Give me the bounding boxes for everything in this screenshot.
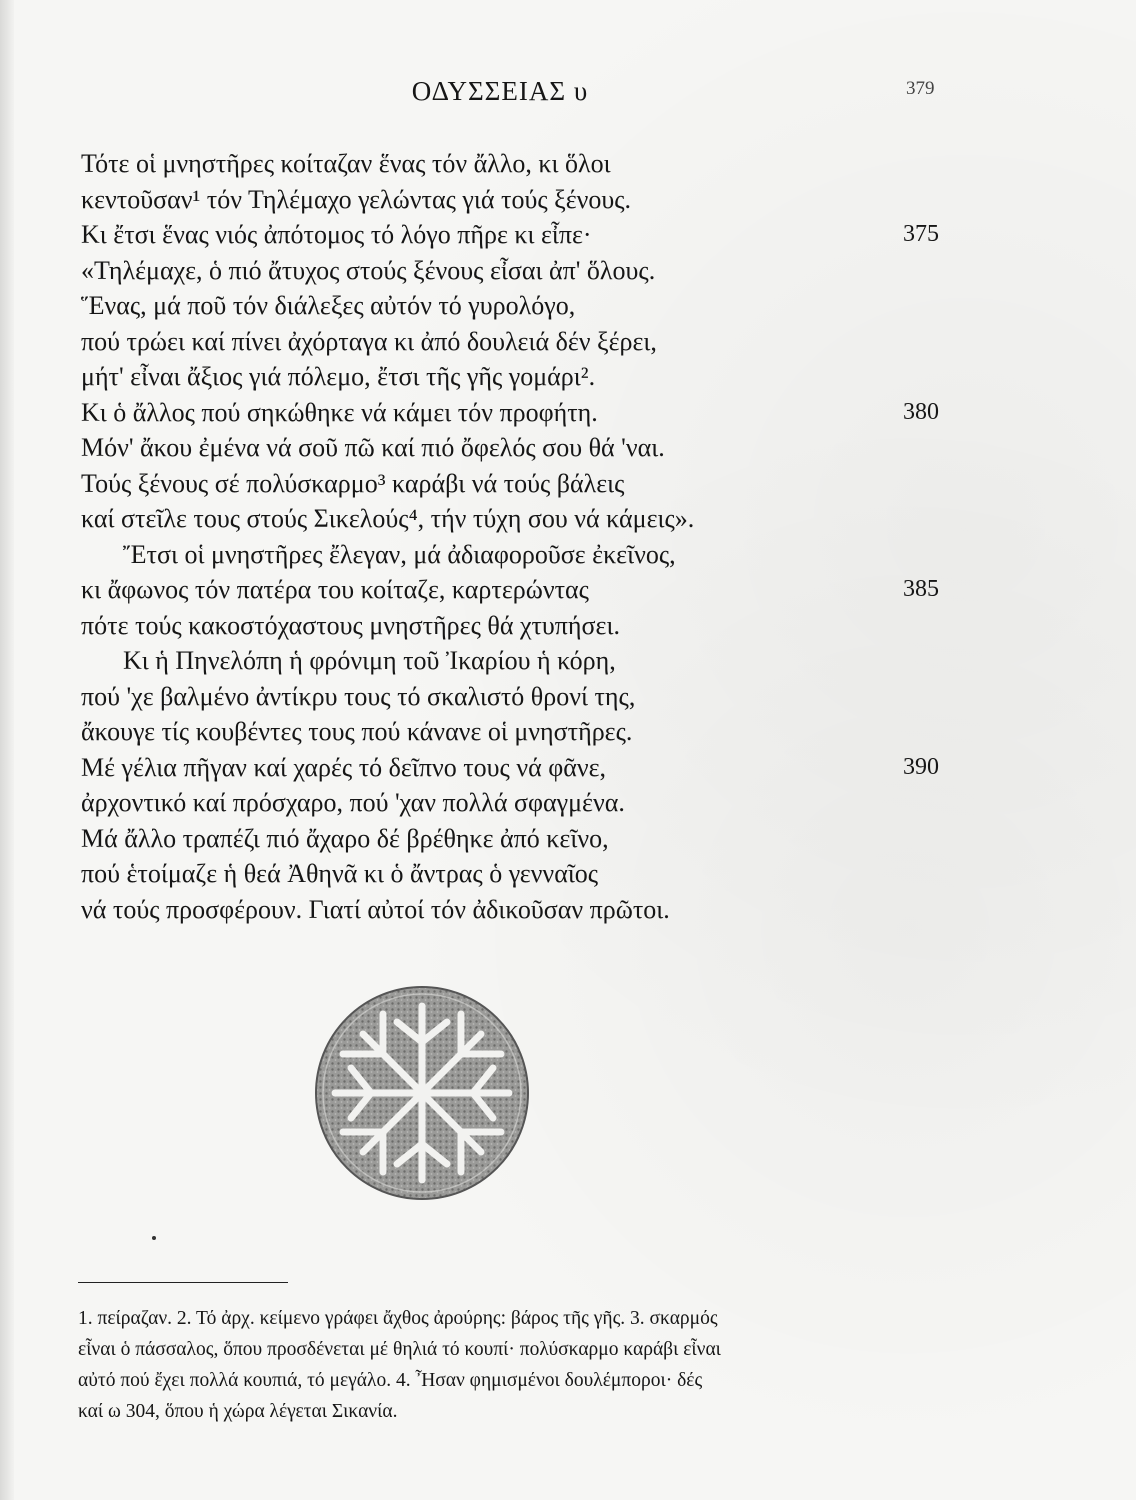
verse-line [81, 253, 951, 289]
verse-text: Τότε οἱ μνηστῆρες κοίταζαν ἕνας τόν ἄλλο, κι ὅλοι [81, 149, 611, 178]
verse-line [81, 714, 951, 750]
verse-text: μήτ' εἶναι ἄξιος γιά πόλεμο, ἔτσι τῆς γῆς γομάρι². [81, 362, 596, 391]
verse-line [81, 359, 951, 395]
verse-number: 385 [903, 576, 939, 602]
verse-text: καί στεῖλε τους στούς Σικελούς⁴, τήν τύχη σου νά κάμεις». [81, 504, 695, 533]
verse-text: Κι ἡ Πηνελόπη ἡ φρόνιμη τοῦ Ἰκαρίου ἡ κόρη, [123, 646, 616, 675]
verse-text: κεντοῦσαν¹ τόν Τηλέμαχο γελώντας γιά τούς ξένους. [81, 184, 632, 214]
running-head: ΟΔΥΣΣΕΙΑΣ υ [411, 76, 589, 106]
stray-mark [152, 1236, 156, 1240]
footnote-line: αὐτό πού ἔχει πολλά κουπιά, τό μεγάλο. 4. Ἦσαν φημισμένοι δουλέμποροι· δές [78, 1370, 703, 1391]
verse-text: Τούς ξένους σέ πολύσκαρμο³ καράβι νά τούς βάλεις [81, 468, 625, 498]
verse-text: Ἔτσι οἱ μνηστῆρες ἔλεγαν, μά ἀδιαφοροῦσε ἐκεῖνος, [123, 539, 676, 569]
verse-text: Κι ὁ ἄλλος πού σηκώθηκε νά κάμει τόν προφήτη. [81, 397, 598, 427]
footnote-line: καί ω 304, ὅπου ἡ χώρα λέγεται Σικανία. [78, 1401, 398, 1422]
verse-text: ἀρχοντικό καί πρόσχαρο, πού 'χαν πολλά σφαγμένα. [81, 788, 625, 817]
verse-line [81, 572, 951, 608]
verse-line [81, 288, 951, 324]
page-number: 379 [906, 78, 935, 99]
verse-line [81, 182, 951, 218]
verse-text: Κι ἔτσι ἕνας νιός ἀπότομος τό λόγο πῆρε κι εἶπε· [81, 220, 592, 249]
verse-line [81, 608, 951, 644]
verse-line [81, 785, 951, 821]
verse-line [81, 679, 951, 715]
poem-text [81, 146, 951, 927]
verse-line [81, 501, 951, 537]
verse-text: πού ἑτοίμαζε ἡ θεά Ἀθηνᾶ κι ὁ ἄντρας ὁ γενναῖος [81, 859, 599, 888]
verse-line [81, 821, 951, 857]
verse-line [81, 217, 951, 253]
footnote-line: 1. πείραζαν. 2. Τό ἀρχ. κείμενο γράφει ἄχθος ἀρούρης: βάρος τῆς γῆς. 3. σκαρμός [78, 1308, 718, 1329]
verse-line [81, 856, 951, 892]
footnote-line: εἶναι ὁ πάσσαλος, ὅπου προσδένεται μέ θηλιά τό κουπί· πολύσκαρμο καράβι εἶναι [78, 1339, 721, 1360]
verse-number: 375 [903, 221, 939, 247]
verse-line [81, 466, 951, 502]
verse-text: Μόν' ἄκου ἐμένα νά σοῦ πῶ καί πιό ὄφελός σου θά 'ναι. [81, 433, 665, 462]
verse-line [81, 643, 951, 679]
verse-text: πού 'χε βαλμένο ἀντίκρυ τους τό σκαλιστό θρονί της, [81, 681, 636, 711]
verse-text: ἄκουγε τίς κουβέντες τους πού κάνανε οἱ μνηστῆρες. [81, 717, 633, 746]
verse-text: πότε τούς κακοστόχαστους μνηστῆρες θά χτυπήσει. [81, 610, 620, 640]
verse-line [81, 750, 951, 786]
verse-line [81, 146, 951, 182]
verse-number: 390 [903, 753, 939, 780]
carved-seal-ornament [313, 984, 531, 1202]
verse-line [81, 892, 951, 928]
verse-line [81, 537, 951, 573]
verse-text: πού τρώει καί πίνει ἀχόρταγα κι ἀπό δουλειά δέν ξέρει, [81, 326, 657, 356]
verse-number: 380 [903, 398, 939, 425]
verse-text: «Τηλέμαχε, ὁ πιό ἄτυχος στούς ξένους εἶσαι ἀπ' ὅλους. [81, 255, 656, 285]
binding-edge [0, 0, 14, 1500]
verse-text: νά τούς προσφέρουν. Γιατί αὐτοί τόν ἀδικοῦσαν πρῶτοι. [81, 894, 670, 924]
verse-line [81, 430, 951, 466]
verse-text: Μά ἄλλο τραπέζι πιό ἄχαρο δέ βρέθηκε ἀπό κεῖνο, [81, 823, 609, 853]
footnote-rule [78, 1282, 288, 1283]
verse-line [81, 324, 951, 360]
verse-text: κι ἄφωνος τόν πατέρα του κοίταζε, καρτερώντας [81, 575, 589, 604]
footnotes [78, 1303, 948, 1427]
verse-line [81, 395, 951, 431]
verse-text: Μέ γέλια πῆγαν καί χαρές τό δεῖπνο τους νά φᾶνε, [81, 752, 607, 782]
verse-text: Ἕνας, μά ποῦ τόν διάλεξες αὐτόν τό γυρολόγο, [81, 291, 576, 320]
